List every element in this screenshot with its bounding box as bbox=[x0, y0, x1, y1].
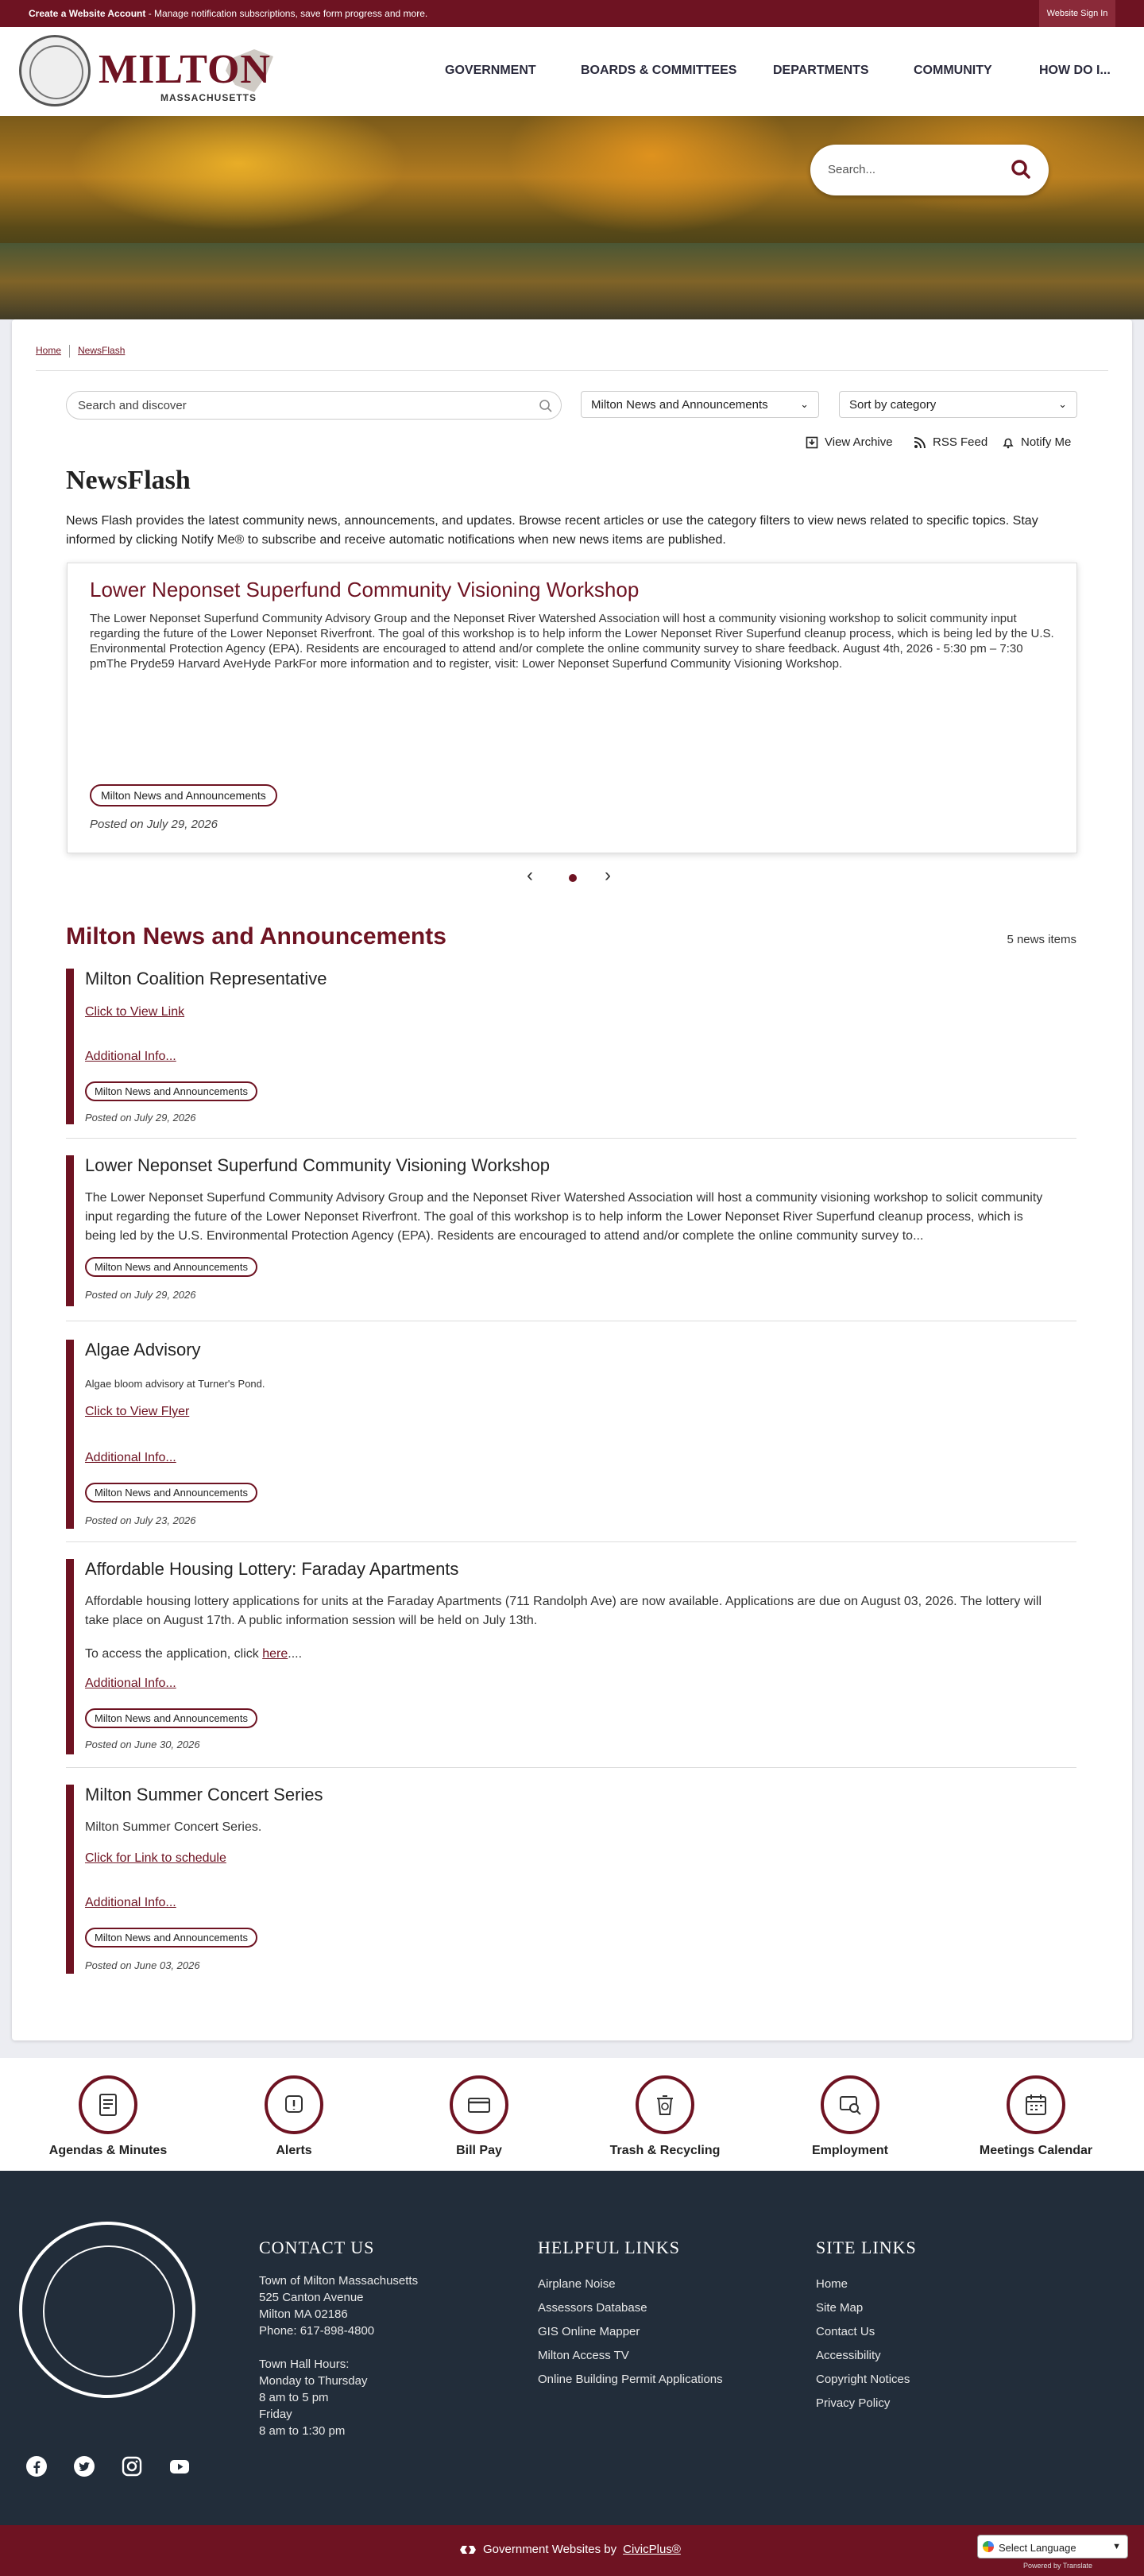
website-sign-in-button[interactable]: Website Sign In bbox=[1039, 0, 1115, 27]
footer-link[interactable]: Site Map bbox=[816, 2301, 864, 2315]
news-item-posted-date: Posted on June 03, 2026 bbox=[85, 1959, 200, 1971]
contact-line: Phone: 617-898-4800 bbox=[259, 2324, 375, 2338]
calendar-icon bbox=[1007, 2075, 1065, 2134]
quick-link-bill-pay[interactable] bbox=[400, 2075, 558, 2158]
news-item bbox=[66, 1785, 1076, 1974]
application-here-link[interactable]: here bbox=[262, 1647, 288, 1661]
footer-link[interactable]: Copyright Notices bbox=[816, 2373, 910, 2386]
credit-card-icon bbox=[450, 2075, 508, 2134]
quick-link-employment[interactable] bbox=[771, 2075, 930, 2158]
footer-helpful-links bbox=[538, 2238, 723, 2392]
contact-line: Monday to Thursday bbox=[259, 2374, 368, 2388]
employment-icon bbox=[821, 2075, 879, 2134]
view-archive-label: View Archive bbox=[825, 435, 893, 449]
view-archive-link[interactable] bbox=[806, 435, 893, 449]
additional-info-link[interactable]: Additional Info... bbox=[85, 1451, 176, 1464]
hero-water bbox=[0, 243, 1144, 319]
news-count: 5 news items bbox=[1007, 933, 1076, 946]
news-item-body: Algae bloom advisory at Turner's Pond. bbox=[85, 1378, 265, 1390]
notify-me-label: Notify Me bbox=[1021, 435, 1072, 449]
contact-line: 525 Canton Avenue bbox=[259, 2291, 364, 2304]
create-account-message[interactable] bbox=[29, 8, 427, 19]
news-item bbox=[66, 1340, 1076, 1529]
contact-line: Milton MA 02186 bbox=[259, 2307, 348, 2321]
language-select[interactable] bbox=[977, 2535, 1128, 2559]
news-item-category-tag[interactable]: Milton News and Announcements bbox=[85, 1708, 257, 1728]
logo-name: MILTON bbox=[99, 47, 271, 92]
bottom-bar bbox=[0, 2525, 1144, 2576]
quick-link-label: Trash & Recycling bbox=[609, 2144, 721, 2157]
category-select-value: Milton News and Announcements bbox=[591, 398, 768, 412]
news-item-category-tag[interactable]: Milton News and Announcements bbox=[85, 1081, 257, 1101]
sort-select[interactable] bbox=[839, 391, 1077, 418]
news-item-category-tag[interactable]: Milton News and Announcements bbox=[85, 1257, 257, 1277]
news-item-title[interactable]: Lower Neponset Superfund Community Visioning Workshop bbox=[85, 1155, 550, 1175]
agenda-icon bbox=[79, 2075, 137, 2134]
footer-link[interactable]: Accessibility bbox=[816, 2349, 881, 2362]
access-suffix: .... bbox=[288, 1647, 303, 1661]
news-item bbox=[66, 1155, 1076, 1306]
footer-link[interactable]: Milton Access TV bbox=[538, 2349, 629, 2362]
footer-site-title: SITE LINKS bbox=[816, 2238, 917, 2257]
top-bar bbox=[0, 0, 1144, 27]
nav-boards-committees[interactable]: BOARDS & COMMITTEES bbox=[581, 64, 737, 77]
twitter-icon[interactable] bbox=[73, 2455, 95, 2477]
recycle-bin-icon bbox=[636, 2075, 694, 2134]
featured-news-body: The Lower Neponset Superfund Community Advisory Group and the Neponset River Watershed Association will host a community visioning workshop to solicit community input regarding the future of the Lower Neponset Riverfront. The goal of this workshop is to help inform the Lower Neponset River Superfund cleanup process, which is being led by the U.S. Environmental Protection Agency (EPA). Residents are encouraged to attend and/or complete the online community survey to share feedback. August 4th, 2026 - 5:30 pm – 7:30 pmThe Pryde59 Harvard AveHyde ParkFor more information and to register, visit: Lower Neponset Superfund Community Visioning Workshop. bbox=[90, 612, 1054, 671]
footer-site-links bbox=[816, 2238, 917, 2415]
news-item bbox=[66, 1559, 1076, 1754]
footer-link[interactable]: Home bbox=[816, 2277, 848, 2291]
bell-icon bbox=[1002, 436, 1015, 449]
sort-select-value: Sort by category bbox=[849, 398, 937, 412]
alert-icon bbox=[265, 2075, 323, 2134]
contact-line: Friday bbox=[259, 2408, 292, 2421]
news-search-placeholder: Search and discover bbox=[78, 399, 187, 412]
footer-contact bbox=[259, 2238, 418, 2439]
section-title: Milton News and Announcements bbox=[66, 923, 446, 950]
main-content bbox=[12, 319, 1132, 2040]
quick-link-meetings-calendar[interactable] bbox=[957, 2075, 1115, 2158]
news-item-posted-date: Posted on July 29, 2026 bbox=[85, 1289, 196, 1301]
quick-link-label: Employment bbox=[811, 2144, 888, 2157]
footer-link[interactable]: Privacy Policy bbox=[816, 2396, 891, 2410]
quick-links bbox=[0, 2058, 1144, 2171]
news-item-link[interactable]: Click to View Link bbox=[85, 1005, 185, 1019]
news-divider bbox=[66, 1541, 1076, 1542]
nav-departments[interactable]: DEPARTMENTS bbox=[773, 64, 869, 77]
hero-banner bbox=[0, 116, 1144, 319]
civicplus-credit bbox=[459, 2543, 681, 2556]
breadcrumb-home[interactable]: Home bbox=[36, 345, 62, 357]
breadcrumb-newsflash[interactable]: NewsFlash bbox=[78, 345, 126, 357]
featured-news-category-tag[interactable]: Milton News and Announcements bbox=[90, 784, 277, 806]
contact-line: Town Hall Hours: bbox=[259, 2357, 350, 2371]
footer-link[interactable]: Contact Us bbox=[816, 2325, 875, 2338]
civicplus-icon bbox=[459, 2544, 477, 2555]
chevron-down-icon: ⌄ bbox=[800, 398, 809, 410]
search-icon[interactable] bbox=[1011, 159, 1031, 180]
news-item-access-text bbox=[85, 1645, 1054, 1664]
news-divider bbox=[66, 1767, 1076, 1768]
instagram-icon[interactable] bbox=[121, 2455, 143, 2477]
footer-link[interactable]: GIS Online Mapper bbox=[538, 2325, 640, 2338]
breadcrumb-divider bbox=[36, 370, 1108, 371]
site-footer bbox=[0, 2171, 1144, 2525]
category-select[interactable] bbox=[581, 391, 819, 418]
news-item-body: Milton Summer Concert Series. bbox=[85, 1820, 262, 1834]
breadcrumb bbox=[36, 345, 125, 358]
featured-news-posted-date: Posted on July 29, 2026 bbox=[90, 818, 218, 831]
chevron-down-icon: ⌄ bbox=[1058, 398, 1067, 410]
contact-line: Town of Milton Massachusetts bbox=[259, 2274, 419, 2288]
news-item-title[interactable]: Milton Coalition Representative bbox=[85, 969, 327, 988]
page-description: News Flash provides the latest community news, announcements, and updates. Browse recent articles or use the category filters to view news related to specific topics. Stay informed by clicking Notify Me® to subscribe and receive automatic notifications when new news items are published. bbox=[66, 514, 1038, 547]
news-item-title[interactable]: Algae Advisory bbox=[85, 1340, 201, 1360]
news-item-posted-date: Posted on June 30, 2026 bbox=[85, 1739, 200, 1750]
footer-link[interactable]: Assessors Database bbox=[538, 2301, 647, 2315]
news-item bbox=[66, 969, 1076, 1124]
contact-line: 8 am to 5 pm bbox=[259, 2391, 329, 2404]
google-icon bbox=[983, 2541, 994, 2552]
news-search-input[interactable] bbox=[66, 391, 562, 420]
quick-link-alerts[interactable] bbox=[214, 2075, 373, 2158]
news-item-body: The Lower Neponset Superfund Community Advisory Group and the Neponset River Watershed Association will host a community visioning workshop to solicit community input regarding the future of the Lower Neponset Riverfront. The goal of this workshop is to help inform the Lower Neponset River Superfund cleanup process, which is being led by the U.S. Environmental Protection Agency (EPA). Residents are encouraged to attend and/or complete the online community survey to... bbox=[85, 1191, 1043, 1243]
footer-link[interactable]: Airplane Noise bbox=[538, 2277, 616, 2291]
additional-info-link[interactable]: Additional Info... bbox=[85, 1050, 176, 1063]
site-header bbox=[0, 27, 1144, 116]
notify-me-link[interactable] bbox=[1002, 435, 1071, 449]
facebook-icon[interactable] bbox=[25, 2455, 48, 2477]
language-select-value: Select Language bbox=[999, 2542, 1076, 2554]
youtube-icon[interactable] bbox=[168, 2455, 191, 2477]
quick-link-label: Bill Pay bbox=[456, 2144, 502, 2157]
civicplus-prefix: Government Websites by bbox=[483, 2543, 617, 2556]
rss-feed-link[interactable] bbox=[914, 435, 987, 449]
create-account-link[interactable]: Create a Website Account bbox=[29, 8, 146, 19]
search-icon[interactable] bbox=[539, 399, 553, 413]
quick-link-label: Agendas & Minutes bbox=[48, 2144, 168, 2157]
carousel-dot-1[interactable] bbox=[569, 874, 577, 882]
news-item-category-tag[interactable]: Milton News and Announcements bbox=[85, 1483, 257, 1503]
main-nav bbox=[0, 27, 1144, 116]
civicplus-link[interactable]: CivicPlus® bbox=[623, 2543, 681, 2556]
news-item-category-tag[interactable]: Milton News and Announcements bbox=[85, 1928, 257, 1947]
featured-news-card bbox=[67, 563, 1077, 853]
chevron-down-icon: ▼ bbox=[1112, 2542, 1121, 2551]
news-item-link[interactable]: Click for Link to schedule bbox=[85, 1851, 226, 1865]
site-search-input[interactable]: Search... bbox=[828, 163, 876, 176]
footer-contact-title: CONTACT US bbox=[259, 2238, 375, 2257]
powered-by-translate: Powered by Translate bbox=[1023, 2562, 1093, 2570]
footer-link[interactable]: Online Building Permit Applications bbox=[538, 2373, 723, 2386]
logo-state: MASSACHUSETTS bbox=[160, 92, 257, 103]
site-search[interactable] bbox=[810, 145, 1049, 195]
quick-link-trash-recycling[interactable] bbox=[586, 2075, 744, 2158]
rss-feed-label: RSS Feed bbox=[933, 435, 988, 449]
additional-info-link[interactable]: Additional Info... bbox=[85, 1677, 176, 1690]
carousel-prev-icon[interactable]: ‹ bbox=[527, 864, 533, 886]
news-item-body: Affordable housing lottery applications for units at the Faraday Apartments (711 Randolph Ave) are now available. Applications are due on August 03, 2026. The lottery will take place on August 17th. A public information session will be held on July 13th. bbox=[85, 1595, 1042, 1627]
footer-helpful-title: HELPFUL LINKS bbox=[538, 2238, 681, 2257]
quick-link-label: Alerts bbox=[276, 2144, 312, 2157]
rss-icon bbox=[914, 436, 926, 449]
page-title: NewsFlash bbox=[66, 466, 191, 495]
news-item-link[interactable]: Click to View Flyer bbox=[85, 1405, 190, 1418]
news-item-posted-date: Posted on July 23, 2026 bbox=[85, 1514, 196, 1526]
nav-how-do-i[interactable]: HOW DO I... bbox=[1039, 64, 1111, 77]
quick-link-label: Meetings Calendar bbox=[979, 2144, 1093, 2157]
additional-info-link[interactable]: Additional Info... bbox=[85, 1896, 176, 1909]
create-account-text: - Manage notification subscriptions, save form progress and more. bbox=[145, 8, 428, 19]
featured-news-title[interactable]: Lower Neponset Superfund Community Visioning Workshop bbox=[90, 578, 640, 601]
contact-line bbox=[259, 2339, 418, 2356]
news-divider bbox=[66, 1138, 1076, 1139]
contact-line: 8 am to 1:30 pm bbox=[259, 2424, 346, 2438]
quick-link-agendas[interactable] bbox=[29, 2075, 187, 2158]
archive-icon bbox=[806, 436, 818, 449]
nav-government[interactable]: GOVERNMENT bbox=[445, 64, 536, 77]
nav-community[interactable]: COMMUNITY bbox=[914, 64, 992, 77]
news-item-posted-date: Posted on July 29, 2026 bbox=[85, 1112, 196, 1124]
access-prefix: To access the application, click bbox=[85, 1647, 263, 1661]
news-item-title[interactable]: Affordable Housing Lottery: Faraday Apartments bbox=[85, 1559, 459, 1579]
news-item-title[interactable]: Milton Summer Concert Series bbox=[85, 1785, 323, 1804]
carousel-next-icon[interactable]: › bbox=[605, 864, 611, 886]
footer-town-seal bbox=[19, 2222, 195, 2398]
